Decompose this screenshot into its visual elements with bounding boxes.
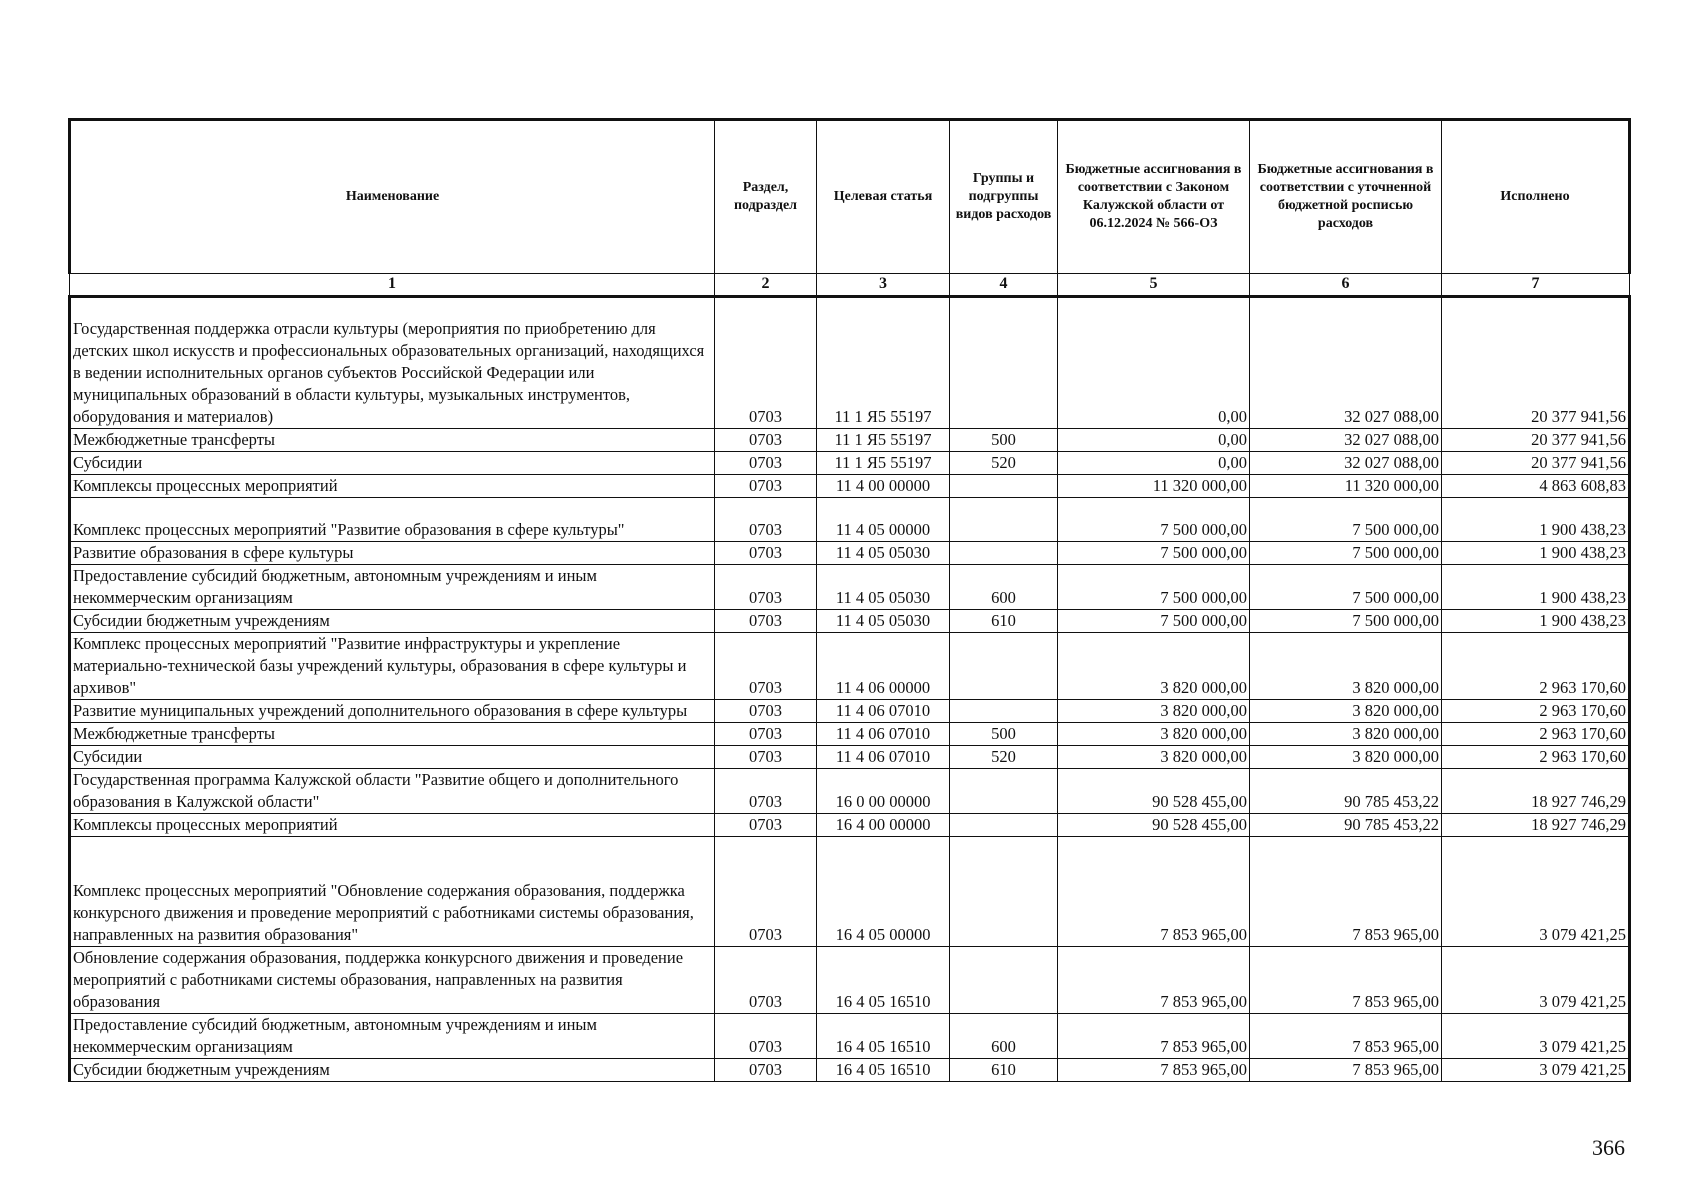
row-group [950, 541, 1058, 564]
row-name: Комплексы процессных мероприятий [70, 474, 715, 497]
row-executed: 1 900 438,23 [1442, 497, 1630, 541]
row-group [950, 836, 1058, 946]
header-refined: Бюджетные ассигнования в соответствии с уточненной бюджетной росписью расходов [1250, 120, 1442, 274]
row-executed: 20 377 941,56 [1442, 428, 1630, 451]
row-section: 0703 [715, 497, 817, 541]
row-name: Обновление содержания образования, поддержка конкурсного движения и проведение мероприятий с работниками системы образования, направленных на развития образования [70, 946, 715, 1013]
row-name: Развитие муниципальных учреждений дополнительного образования в сфере культуры [70, 699, 715, 722]
column-number-row [70, 274, 1630, 297]
row-executed: 3 079 421,25 [1442, 946, 1630, 1013]
column-number: 1 [70, 274, 715, 297]
row-law: 90 528 455,00 [1058, 813, 1250, 836]
row-refined: 32 027 088,00 [1250, 296, 1442, 428]
row-section: 0703 [715, 632, 817, 699]
row-law: 3 820 000,00 [1058, 632, 1250, 699]
row-target: 11 1 Я5 55197 [817, 428, 950, 451]
row-executed: 1 900 438,23 [1442, 609, 1630, 632]
row-target: 11 1 Я5 55197 [817, 296, 950, 428]
table-row [70, 632, 1630, 699]
table-row [70, 699, 1630, 722]
row-executed: 3 079 421,25 [1442, 1013, 1630, 1058]
row-section: 0703 [715, 451, 817, 474]
row-name: Комплекс процессных мероприятий "Развитие образования в сфере культуры" [70, 497, 715, 541]
row-section: 0703 [715, 946, 817, 1013]
row-law: 7 500 000,00 [1058, 609, 1250, 632]
column-number: 2 [715, 274, 817, 297]
table-row [70, 296, 1630, 428]
header-law: Бюджетные ассигнования в соответствии с Законом Калужской области от 06.12.2024 № 566-ОЗ [1058, 120, 1250, 274]
row-target: 11 4 06 07010 [817, 722, 950, 745]
page-number: 366 [1592, 1135, 1625, 1160]
row-group [950, 946, 1058, 1013]
row-refined: 90 785 453,22 [1250, 768, 1442, 813]
row-group: 500 [950, 722, 1058, 745]
row-law: 11 320 000,00 [1058, 474, 1250, 497]
column-number: 4 [950, 274, 1058, 297]
row-section: 0703 [715, 1013, 817, 1058]
table-row [70, 609, 1630, 632]
row-law: 0,00 [1058, 451, 1250, 474]
row-refined: 3 820 000,00 [1250, 745, 1442, 768]
row-executed: 2 963 170,60 [1442, 745, 1630, 768]
column-number: 7 [1442, 274, 1630, 297]
row-executed: 18 927 746,29 [1442, 768, 1630, 813]
row-refined: 7 500 000,00 [1250, 609, 1442, 632]
row-target: 11 4 05 00000 [817, 497, 950, 541]
row-refined: 7 853 965,00 [1250, 1058, 1442, 1081]
row-target: 11 4 05 05030 [817, 541, 950, 564]
column-number: 3 [817, 274, 950, 297]
row-target: 16 4 05 16510 [817, 946, 950, 1013]
row-name: Развитие образования в сфере культуры [70, 541, 715, 564]
row-group: 500 [950, 428, 1058, 451]
budget-table [68, 118, 1631, 1082]
header-row [70, 120, 1630, 274]
row-law: 90 528 455,00 [1058, 768, 1250, 813]
table-row [70, 474, 1630, 497]
row-executed: 1 900 438,23 [1442, 541, 1630, 564]
row-refined: 3 820 000,00 [1250, 699, 1442, 722]
row-section: 0703 [715, 768, 817, 813]
row-refined: 32 027 088,00 [1250, 428, 1442, 451]
row-law: 7 853 965,00 [1058, 1058, 1250, 1081]
row-target: 11 4 05 05030 [817, 564, 950, 609]
table-row [70, 1058, 1630, 1081]
table-row [70, 813, 1630, 836]
row-target: 16 4 05 16510 [817, 1058, 950, 1081]
row-group [950, 497, 1058, 541]
table-row [70, 745, 1630, 768]
row-group: 600 [950, 564, 1058, 609]
row-section: 0703 [715, 722, 817, 745]
row-section: 0703 [715, 1058, 817, 1081]
row-group [950, 474, 1058, 497]
row-section: 0703 [715, 428, 817, 451]
row-refined: 7 500 000,00 [1250, 564, 1442, 609]
row-law: 7 500 000,00 [1058, 564, 1250, 609]
row-group: 610 [950, 609, 1058, 632]
row-name: Субсидии бюджетным учреждениям [70, 609, 715, 632]
table-row [70, 564, 1630, 609]
row-refined: 3 820 000,00 [1250, 632, 1442, 699]
table-row [70, 1013, 1630, 1058]
row-executed: 2 963 170,60 [1442, 632, 1630, 699]
row-executed: 3 079 421,25 [1442, 836, 1630, 946]
row-group [950, 296, 1058, 428]
row-refined: 90 785 453,22 [1250, 813, 1442, 836]
row-group [950, 768, 1058, 813]
column-number: 6 [1250, 274, 1442, 297]
column-number: 5 [1058, 274, 1250, 297]
row-law: 7 853 965,00 [1058, 836, 1250, 946]
row-section: 0703 [715, 745, 817, 768]
budget-sheet [68, 118, 1628, 1082]
row-refined: 32 027 088,00 [1250, 451, 1442, 474]
table-row [70, 541, 1630, 564]
row-target: 16 4 00 00000 [817, 813, 950, 836]
row-section: 0703 [715, 541, 817, 564]
row-executed: 20 377 941,56 [1442, 296, 1630, 428]
row-name: Предоставление субсидий бюджетным, автономным учреждениям и иным некоммерческим организациям [70, 1013, 715, 1058]
row-section: 0703 [715, 296, 817, 428]
row-law: 3 820 000,00 [1058, 722, 1250, 745]
row-executed: 1 900 438,23 [1442, 564, 1630, 609]
row-law: 7 500 000,00 [1058, 541, 1250, 564]
row-section: 0703 [715, 474, 817, 497]
row-law: 0,00 [1058, 296, 1250, 428]
row-section: 0703 [715, 564, 817, 609]
row-refined: 11 320 000,00 [1250, 474, 1442, 497]
row-executed: 2 963 170,60 [1442, 722, 1630, 745]
row-executed: 18 927 746,29 [1442, 813, 1630, 836]
row-name: Государственная поддержка отрасли культуры (мероприятия по приобретению для детских школ искусств и профессиональных образовательных организаций, находящихся в ведении исполнительных органов субъектов Российской Федерации или муниципальных образований в области культуры, музыкальных инструментов, оборудования и материалов) [70, 296, 715, 428]
row-law: 3 820 000,00 [1058, 745, 1250, 768]
row-section: 0703 [715, 699, 817, 722]
row-target: 11 4 06 07010 [817, 699, 950, 722]
row-group [950, 813, 1058, 836]
row-name: Комплекс процессных мероприятий "Развитие инфраструктуры и укрепление материально-технической базы учреждений культуры, образования в сфере культуры и архивов" [70, 632, 715, 699]
row-section: 0703 [715, 836, 817, 946]
row-executed: 2 963 170,60 [1442, 699, 1630, 722]
row-section: 0703 [715, 813, 817, 836]
row-group: 610 [950, 1058, 1058, 1081]
row-law: 7 853 965,00 [1058, 1013, 1250, 1058]
header-section: Раздел, подраздел [715, 120, 817, 274]
table-row [70, 836, 1630, 946]
header-name: Наименование [70, 120, 715, 274]
row-law: 0,00 [1058, 428, 1250, 451]
row-name: Субсидии бюджетным учреждениям [70, 1058, 715, 1081]
row-law: 3 820 000,00 [1058, 699, 1250, 722]
row-name: Межбюджетные трансферты [70, 722, 715, 745]
row-name: Государственная программа Калужской области "Развитие общего и дополнительного образования в Калужской области" [70, 768, 715, 813]
row-refined: 3 820 000,00 [1250, 722, 1442, 745]
row-refined: 7 500 000,00 [1250, 541, 1442, 564]
table-row [70, 768, 1630, 813]
row-name: Предоставление субсидий бюджетным, автономным учреждениям и иным некоммерческим организациям [70, 564, 715, 609]
header-target: Целевая статья [817, 120, 950, 274]
row-target: 11 4 00 00000 [817, 474, 950, 497]
header-groups: Группы и подгруппы видов расходов [950, 120, 1058, 274]
row-name: Субсидии [70, 745, 715, 768]
row-name: Комплекс процессных мероприятий "Обновление содержания образования, поддержка конкурсного движения и проведение мероприятий с работниками системы образования, направленных на развития образования" [70, 836, 715, 946]
row-refined: 7 500 000,00 [1250, 497, 1442, 541]
row-target: 11 4 06 07010 [817, 745, 950, 768]
row-executed: 3 079 421,25 [1442, 1058, 1630, 1081]
table-row [70, 722, 1630, 745]
row-law: 7 500 000,00 [1058, 497, 1250, 541]
row-target: 16 4 05 16510 [817, 1013, 950, 1058]
row-section: 0703 [715, 609, 817, 632]
row-group [950, 632, 1058, 699]
row-target: 11 4 05 05030 [817, 609, 950, 632]
header-executed: Исполнено [1442, 120, 1630, 274]
row-group [950, 699, 1058, 722]
row-group: 600 [950, 1013, 1058, 1058]
row-name: Комплексы процессных мероприятий [70, 813, 715, 836]
row-name: Межбюджетные трансферты [70, 428, 715, 451]
row-refined: 7 853 965,00 [1250, 946, 1442, 1013]
table-row [70, 428, 1630, 451]
table-row [70, 451, 1630, 474]
row-executed: 4 863 608,83 [1442, 474, 1630, 497]
row-target: 11 1 Я5 55197 [817, 451, 950, 474]
row-group: 520 [950, 451, 1058, 474]
row-target: 16 0 00 00000 [817, 768, 950, 813]
row-executed: 20 377 941,56 [1442, 451, 1630, 474]
row-target: 16 4 05 00000 [817, 836, 950, 946]
row-group: 520 [950, 745, 1058, 768]
table-row [70, 497, 1630, 541]
row-name: Субсидии [70, 451, 715, 474]
row-refined: 7 853 965,00 [1250, 1013, 1442, 1058]
row-law: 7 853 965,00 [1058, 946, 1250, 1013]
row-target: 11 4 06 00000 [817, 632, 950, 699]
row-refined: 7 853 965,00 [1250, 836, 1442, 946]
table-row [70, 946, 1630, 1013]
